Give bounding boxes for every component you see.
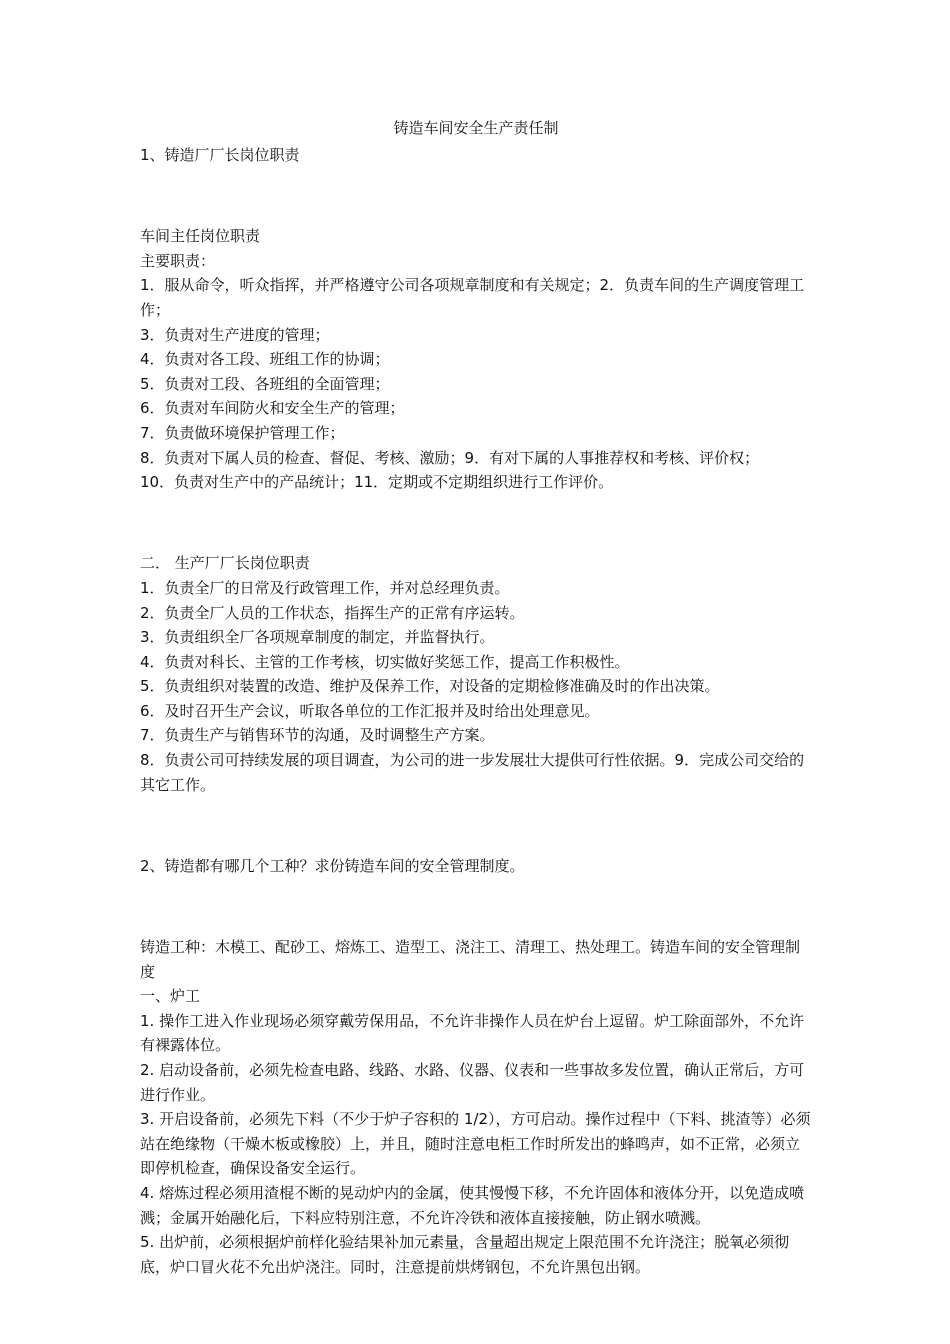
paragraph-line: 1．服从命令，听众指挥，并严格遵守公司各项规章制度和有关规定；2．负责车间的生产调度管理工作；	[140, 276, 805, 319]
paragraph-line: 3．负责组织全厂各项规章制度的制定，并监督执行。	[140, 628, 495, 647]
paragraph-line: 5. 出炉前，必须根据炉前样化验结果补加元素量，含量超出规定上限范围不允许浇注；脱氧必须彻底，炉口冒火花不允出炉浇注。同时，注意提前烘烤钢包，不允许黑包出钢。	[140, 1233, 790, 1276]
document-title: 铸造车间安全生产责任制	[393, 119, 559, 137]
paragraph-line: 6．负责对车间防火和安全生产的管理；	[140, 399, 405, 418]
paragraph-line: 2．负责全厂人员的工作状态，指挥生产的正常有序运转。	[140, 603, 525, 622]
paragraph-line: 1、铸造厂厂长岗位职责	[140, 146, 300, 164]
paragraph-line: 4. 熔炼过程必须用渣棍不断的晃动炉内的金属，使其慢慢下移，不允许固体和液体分开，以免造成喷溅；金属开始融化后，下料应特别注意，不允许冷铁和液体直接接触，防止钢水喷溅。	[140, 1183, 805, 1227]
paragraph-line: 5．负责组织对装置的改造、维护及保养工作，对设备的定期检修准确及时的作出决策。	[140, 677, 720, 696]
paragraph-line: 主要职责：	[140, 251, 216, 270]
document-page	[140, 113, 812, 1279]
blank-line	[140, 894, 812, 919]
paragraph-line: 车间主任岗位职责	[140, 227, 261, 246]
paragraph-line: 2、铸造都有哪几个工种？求份铸造车间的安全管理制度。	[140, 856, 525, 875]
paragraph-line: 10．负责对生产中的产品统计；11．定期或不定期组织进行工作评价。	[140, 473, 614, 492]
document-body	[140, 143, 812, 1279]
blank-line	[140, 184, 812, 209]
blank-line	[140, 511, 812, 536]
paragraph-line: 6．及时召开生产会议，听取各单位的工作汇报并及时给出处理意见。	[140, 701, 600, 720]
paragraph-line: 4．负责对各工段、班组工作的协调；	[140, 350, 390, 369]
paragraph-line: 3．负责对生产进度的管理；	[140, 325, 330, 344]
paragraph-line: 一、炉工	[140, 987, 201, 1006]
paragraph-line: 铸造工种：木模工、配砂工、熔炼工、造型工、浇注工、清理工、热处理工。铸造车间的安全管理制度	[140, 938, 801, 981]
paragraph-line: 8．负责公司可持续发展的项目调查，为公司的进一步发展壮大提供可行性依据。9．完成公司交给的其它工作。	[140, 751, 805, 794]
paragraph-line: 8．负责对下属人员的检查、督促、考核、激励；9．有对下属的人事推荐权和考核、评价权；	[140, 448, 760, 467]
paragraph-line: 4．负责对科长、主管的工作考核，切实做好奖惩工作，提高工作积极性。	[140, 652, 630, 671]
paragraph-line: 二． 生产厂厂长岗位职责	[140, 554, 310, 573]
blank-line	[140, 813, 812, 838]
paragraph-line: 7．负责生产与销售环节的沟通，及时调整生产方案。	[140, 726, 495, 745]
paragraph-line: 5．负责对工段、各班组的全面管理；	[140, 374, 390, 393]
paragraph-line: 3. 开启设备前，必须先下料（不少于炉子容积的 1/2），方可启动。操作过程中（下料、挑渣等）必须站在绝缘物（干燥木板或橡胶）上，并且，随时注意电柜工作时所发出的蜂鸣声，如不正常，必须立即停机检查，确保设备安全运行。	[140, 1110, 811, 1178]
paragraph-line: 1．负责全厂的日常及行政管理工作，并对总经理负责。	[140, 578, 510, 597]
paragraph-line: 7．负责做环境保护管理工作；	[140, 423, 345, 442]
paragraph-line: 2. 启动设备前，必须先检查电路、线路、水路、仪器、仪表和一些事故多发位置，确认正常后，方可进行作业。	[140, 1061, 805, 1104]
paragraph-line: 1. 操作工进入作业现场必须穿戴劳保用品，不允许非操作人员在炉台上逗留。炉工除面部外，不允许有裸露体位。	[140, 1011, 805, 1055]
